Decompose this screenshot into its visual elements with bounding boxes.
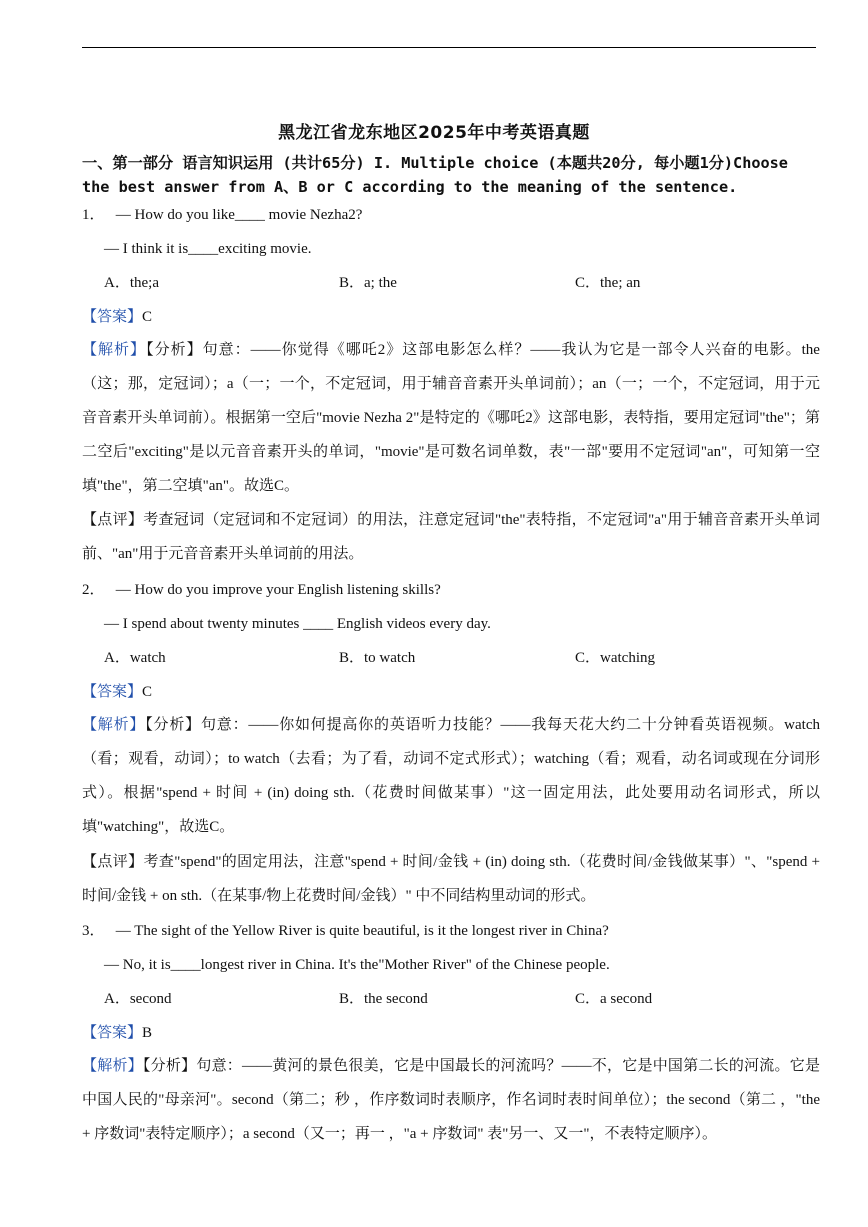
answer-line <box>82 1023 152 1043</box>
fenxi-tag: 【分析】 <box>145 717 201 733</box>
answer-line <box>82 682 152 702</box>
question-2-line-2: — I spend about twenty minutes ____ English videos every day. <box>104 616 491 632</box>
analysis-tag: 【解析】 <box>82 717 146 733</box>
option-c: C．watching <box>575 650 655 666</box>
section-heading: 一、第一部分 语言知识运用 (共计65分) I. Multiple choice (本题共20分, 每小题1分)Choose the best answer from A、B or C according to the meaning of the sentence. <box>82 154 788 196</box>
question-1-line-1 <box>82 205 362 225</box>
question-3-line-2: — No, it is____longest river in China. It's the"Mother River" of the Chinese people. <box>104 957 610 973</box>
page-title: 黑龙江省龙东地区2025年中考英语真题 <box>278 123 590 143</box>
answer-value: C <box>142 684 153 700</box>
comment-paragraph <box>82 503 820 571</box>
question-number: 2． <box>82 582 105 598</box>
header-rule <box>82 47 816 48</box>
option-b: B．a; the <box>339 275 397 291</box>
comment-tag: 【点评】 <box>82 512 144 528</box>
question-1-line-2: — I think it is____exciting movie. <box>104 241 312 257</box>
analysis-text: 句意：——你觉得《哪吒2》这部电影怎么样？——我认为它是一部令人兴奋的电影。the（这；那，定冠词）；a（一；一个，不定冠词，用于辅音音素开头单词前）；an（一；一个，不定冠词，用于元音音素开头单词前）。根据第一空后"movie Nezha 2"是特定的《哪吒2》这部电影，表特指，要用定冠词"the"；第二空后"exciting"是以元音音素开头的单词，"movie"是可数名词单数，表"一部"要用不定冠词"an"，可知第一空填"the"，第二空填"an"。故选C。 <box>82 342 820 494</box>
analysis-tag: 【解析】 <box>82 342 147 358</box>
option-c: C．the; an <box>575 275 641 291</box>
option-b: B．the second <box>339 991 428 1007</box>
option-b: B．to watch <box>339 650 416 666</box>
answer-value: C <box>142 309 153 325</box>
question-number: 3． <box>82 923 105 939</box>
comment-text: 考查"spend"的固定用法，注意"spend + 时间/金钱 + (in) doing sth.（花费时间/金钱做某事）"、"spend + 时间/金钱 + on sth.（在某事/物上花费时间/金钱）" 中不同结构里动词的形式。 <box>82 854 820 904</box>
answer-line <box>82 307 152 327</box>
comment-paragraph <box>82 845 820 913</box>
analysis-text: 句意：——你如何提高你的英语听力技能？——我每天花大约二十分钟看英语视频。watch（看；观看，动词）；to watch（去看；为了看，动词不定式形式）；watching（看；观看，动名词或现在分词形式）。根据"spend + 时间 + (in) doing sth.（花费时间做某事）"这一固定用法，此处要用动名词形式，所以填"watching"，故选C。 <box>82 717 820 835</box>
analysis-tag: 【解析】 <box>82 1058 143 1074</box>
question-text: — How do you like____ movie Nezha2? <box>115 207 363 223</box>
comment-tag: 【点评】 <box>82 854 144 870</box>
analysis-paragraph <box>82 708 820 844</box>
answer-tag: 【答案】 <box>82 1025 143 1041</box>
analysis-text: 句意：——黄河的景色很美，它是中国最长的河流吗？——不，它是中国第二长的河流。它是中国人民的"母亲河"。second（第二；秒 ，作序数词时表顺序，作名词时表时间单位）；the second（第二 ，"the + 序数词"表特定顺序）；a second（又一；再一 ，"a + 序数词" 表"另一、又一"，不表特定顺序）。 <box>82 1058 820 1142</box>
answer-tag: 【答案】 <box>82 684 143 700</box>
comment-text: 考查冠词（定冠词和不定冠词）的用法，注意定冠词"the"表特指，不定冠词"a"用于辅音音素开头单词前、"an"用于元音音素开头单词前的用法。 <box>82 512 820 562</box>
fenxi-tag: 【分析】 <box>142 1058 197 1074</box>
option-a: A．watch <box>104 650 166 666</box>
fenxi-tag: 【分析】 <box>146 342 203 358</box>
question-text: — The sight of the Yellow River is quite beautiful, is it the longest river in China? <box>115 923 609 939</box>
option-a: A．second <box>104 991 172 1007</box>
question-text: — How do you improve your English listening skills? <box>115 582 441 598</box>
question-3-line-1 <box>82 921 609 941</box>
analysis-paragraph <box>82 333 820 503</box>
option-a: A．the;a <box>104 275 159 291</box>
question-number: 1． <box>82 207 105 223</box>
question-2-line-1 <box>82 580 441 600</box>
option-c: C．a second <box>575 991 653 1007</box>
answer-tag: 【答案】 <box>82 309 143 325</box>
answer-value: B <box>142 1025 153 1041</box>
analysis-paragraph <box>82 1049 820 1159</box>
